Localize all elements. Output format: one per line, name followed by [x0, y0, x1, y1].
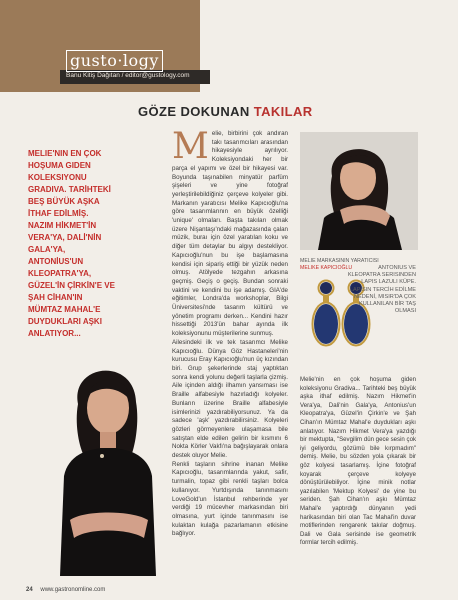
pull-quote-line: BEŞ BÜYÜK AŞKA [28, 197, 100, 206]
right-photo-block [300, 132, 418, 272]
pull-quote-line: GALA'YA, [28, 245, 66, 254]
pull-quote-line: ŞAH CİHAN'IN [28, 293, 83, 302]
designer-photo [300, 132, 418, 250]
title-accent: TAKILAR [253, 104, 313, 119]
drop-cap: M [172, 126, 209, 167]
author-credit: Banu Kitiş Dağıtan / editor@gustology.com [66, 72, 190, 79]
pull-quote-line: MELIE'NIN EN ÇOK [28, 149, 102, 158]
title-main: GÖZE DOKUNAN [138, 104, 250, 119]
pull-quote [28, 148, 156, 340]
pull-quote-line: ANTONİUS'UN [28, 257, 84, 266]
pull-quote-line: GÜZEL'İN ÇİRKİN'E VE [28, 281, 115, 290]
article-paragraph: Renkli taşların sihrine inanan Melike Kapıcıoğlu, tasarımlarında yakut, safir, turmalin, topaz gibi renkli taşları bolca kullanıyor. Yurtdışında tanınmasını LoveGold'un İstanbul rehberinde yer verdiği 19 mücevher markasından biri olmasına, yurt içinde tanınmasını ise kulaktan kulağa pazarlamanın etkisine bağlıyor. [172, 460, 288, 538]
pull-quote-line: MÜMTAZ MAHAL'E [28, 305, 101, 314]
pull-quote-line: İTHAF EDİLMİŞ. [28, 209, 89, 218]
article-right-column: Melie'nin en çok hoşuma giden koleksiyonu Gradiva... Tarihteki beş büyük aşka ithaf edilmiş. Nazım Hikmet'in Vera'ya, Dali'nin Gala'ya, Antonius'un Kleopatra'ya, Güzel'in Çirkin'e ve Şah Cihan'ın Mümtaz Mahal'e duydukları aşkı anlatıyor. Nazım Hikmet Vera'ya yazdığı bir mektupta, "Sevgilim dün gece sesin çok iyi geliyordu, gözümü bile kırpmadım" demiş. Melie, bu sözden yola çıkarak bir göz kolyesi tasarlamış. İçine fotoğraf koyarak çerçeve kolyeye dönüştürülebiliyor. İçine minik notlar yazılabilen 'Mektup Kolyesi' de yine bu seriden. Şah Cihan'ın aşkı Mümtaz Mahal'e yaptırdığı dünyanın yedi harikasından biri olan Tac Mahal'in duvar motiflerinden rengarenk takılar doğmuş. Dali ve Gala serisinde ise geometrik formlar tercih edilmiş. [300, 376, 416, 547]
pull-quote-line: NAZIM HİKMET'İN [28, 221, 97, 230]
earring-left [313, 281, 340, 346]
article-paragraph: Melie, birbirini çok andıran takı tasarımcıları arasından hikayesiyle ayrılıyor. Koleksiyondaki her bir parça el yapımı ve özel bir hikayesi var. Boyunda taşınabilen minyatür parfüm şişeleri ve yine fotoğraf yerleştirilebildiğiniz çerçeve kolyeler gibi. Markanın yaratıcısı Melike Kapıcıoğlu'na göre tasarımlarının en büyük özelliği 'unique' olmaları. Başta takıları olmak üzere Nişantaşı'ndaki mağazasında çalan müzik, buraı için özel yaratılan koku ve diğer tüm detaylar bu algıyı destekliyor. Kapıcıoğlu'nun bu işe başlamasına kendisi için sipariş ettiği bir yüzük neden olmuş. Atölyede tezgahın arkasına geçmiş. Geçiş o geçiş. Bundan sonraki vaktini ve kendini bu işe adamış. GIA'de eğitimler, Londra'da workshoplar, Bilgi Üniversitesi'nde tasarım kültürü ve yönetim programı derken... Kendini hazır hissettiği 2013'ün bahar ayında ilk koleksiyonunu müşterilerine sunmuş. [172, 126, 288, 338]
pull-quote-line: KLEOPATRA'YA, [28, 269, 92, 278]
pull-quote-line: ANLATIYOR... [28, 329, 81, 338]
photo-caption: MELIE MARKASININ YARATICISI MELIKE KAPICIOĞLU [300, 258, 379, 271]
pull-quote-line: VERA'YA, DALİ'NİN [28, 233, 102, 242]
page-footer [26, 587, 105, 593]
earrings-caption: ANTONIUS VE KLEOPATRA SERISINDEN LAPIS LAZULI KÜPE. LAPISIN TERCİH EDİLME NEDENİ, MISIR'DA ÇOK KULLANILAN BİR TAŞ OLMASI [347, 265, 416, 315]
pull-quote-line: KOLEKSIYONU [28, 173, 87, 182]
page-number: 24 [26, 587, 33, 593]
pull-quote-line: DUYDUKLARI AŞKI [28, 317, 102, 326]
footer-url: www.gastronomline.com [40, 587, 106, 593]
article-body-column [172, 126, 288, 539]
article-paragraph: Ailesindeki ilk ve tek tasarımcı Melike Kapıcıoğlu. Dünya Göz Hastaneleri'nin kurucusu Eray Kapıcıoğlu'nun üç kızından biri. Grup şekerlerinde staj yaptıktan sonra kendi yolunu değerli taşlarla çizmiş. Aile içinden aldığı ilhamın yansıması ise Braille alfabesiyle hazırladığı kolyeler. Bunların üzerine Braille alfabesiyle isimlerinizi yazdırabiliyorsunuz. Ya da sadece 'aşk' yazdırabilirsiniz. Kolyeleri gözleri görmeyenlere ulaşamasa bile satıştan elde edilen gelirin bir kısmını 6 Nokta Körler Vakfı'na bağışlayarak onlara destek oluyor Melie. [172, 338, 288, 460]
pull-quote-line: HOŞUMA GIDEN [28, 161, 91, 170]
article-title [138, 104, 313, 119]
designer-portrait-photo [44, 344, 172, 576]
pull-quote-line: GRADIVA. TARİHTEKİ [28, 185, 111, 194]
brand-logo: gusto·logy [66, 50, 163, 72]
